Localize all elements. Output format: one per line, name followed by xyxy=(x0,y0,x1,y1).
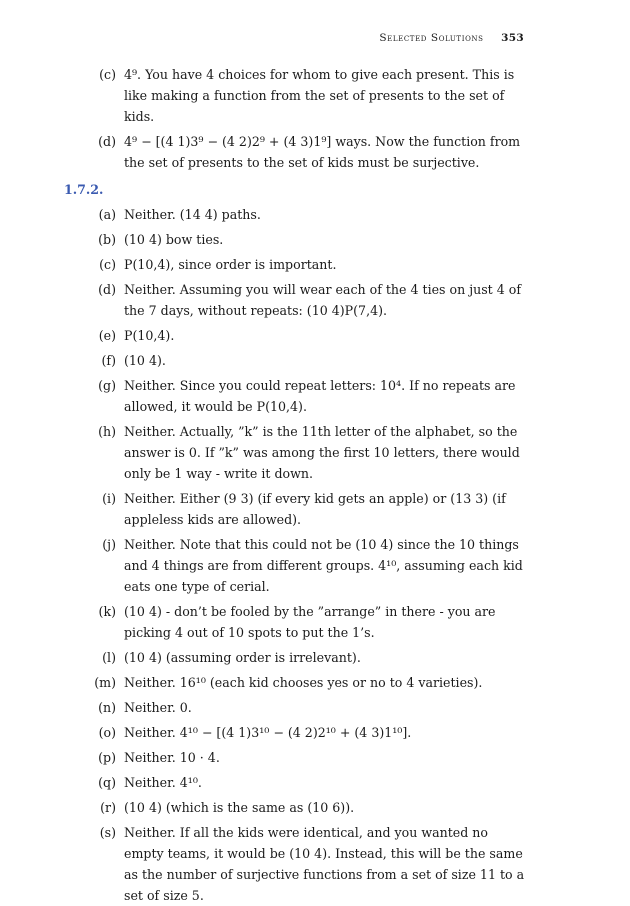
solution-item xyxy=(64,254,526,275)
item-text: P(10,4), since order is important. xyxy=(124,257,337,272)
item-label: (d) xyxy=(98,282,116,297)
item-text: (10 4) bow ties. xyxy=(124,232,224,247)
item-label: (p) xyxy=(98,750,116,765)
item-label: (f) xyxy=(101,353,116,368)
item-label: (n) xyxy=(98,700,116,715)
item-label: (q) xyxy=(98,775,116,790)
solution-item xyxy=(64,601,526,643)
item-label: (d) xyxy=(98,134,116,149)
item-label: (e) xyxy=(98,328,116,343)
item-label: (a) xyxy=(98,207,116,222)
item-text: Neither. (14 4) paths. xyxy=(124,207,261,222)
solution-item xyxy=(64,488,526,530)
item-text: Neither. If all the kids were identical, and you wanted no empty teams, it would be (10 4). Instead, this will be the same as the number of surjective functions from a set of size 11 to a set of size 5. xyxy=(124,825,525,903)
item-text: Neither. Since you could repeat letters: 10⁴. If no repeats are allowed, it would be P(10,4). xyxy=(124,378,516,414)
item-text: Neither. 0. xyxy=(124,700,192,715)
item-label: (h) xyxy=(98,424,116,439)
solution-item xyxy=(64,797,526,818)
item-text: (10 4) (which is the same as (10 6)). xyxy=(124,800,355,815)
solutions-body xyxy=(64,64,526,906)
solution-item xyxy=(64,534,526,597)
item-text: Neither. Note that this could not be (10 4) since the 10 things and 4 things are from different groups. 4¹⁰, assuming each kid eats one type of cerial. xyxy=(124,537,523,594)
solution-item xyxy=(64,204,526,225)
solution-item xyxy=(64,325,526,346)
item-text: 4⁹ − [(4 1)3⁹ − (4 2)2⁹ + (4 3)1⁹] ways. Now the function from the set of presents to the set of kids must be surjective. xyxy=(124,134,521,170)
item-label: (c) xyxy=(99,67,116,82)
item-label: (s) xyxy=(99,825,116,840)
solution-item xyxy=(64,375,526,417)
item-text: Neither. 4¹⁰ − [(4 1)3¹⁰ − (4 2)2¹⁰ + (4 3)1¹⁰]. xyxy=(124,725,412,740)
item-label: (k) xyxy=(98,604,116,619)
solution-item xyxy=(64,772,526,793)
item-label: (l) xyxy=(102,650,116,665)
item-label: (o) xyxy=(98,725,116,740)
item-text: P(10,4). xyxy=(124,328,175,343)
header-title: Selected Solutions xyxy=(379,32,484,44)
item-text: (10 4). xyxy=(124,353,166,368)
solution-item xyxy=(64,64,526,127)
item-text: 4⁹. You have 4 choices for whom to give each present. This is like making a function from the set of presents to the set of kids. xyxy=(124,67,515,124)
solution-item xyxy=(64,229,526,250)
solution-item xyxy=(64,647,526,668)
item-text: Neither. 16¹⁰ (each kid chooses yes or no to 4 varieties). xyxy=(124,675,483,690)
item-label: (j) xyxy=(102,537,116,552)
page-number: 353 xyxy=(501,32,524,44)
item-label: (m) xyxy=(94,675,116,690)
item-label: (i) xyxy=(102,491,116,506)
solution-item xyxy=(64,697,526,718)
item-label: (b) xyxy=(98,232,116,247)
item-text: Neither. Actually, ”k” is the 11th letter of the alphabet, so the answer is 0. If ”k” was among the first 10 letters, there would only be 1 way - write it down. xyxy=(124,424,520,481)
item-text: Neither. 4¹⁰. xyxy=(124,775,202,790)
solution-item xyxy=(64,747,526,768)
solution-item xyxy=(64,131,526,173)
solution-item xyxy=(64,421,526,484)
solution-item xyxy=(64,722,526,743)
item-label: (g) xyxy=(98,378,116,393)
solution-item xyxy=(64,350,526,371)
running-header xyxy=(379,32,524,44)
item-text: (10 4) (assuming order is irrelevant). xyxy=(124,650,361,665)
item-text: (10 4) - don’t be fooled by the ”arrange” in there - you are picking 4 out of 10 spots to put the 1’s. xyxy=(124,604,496,640)
solution-item xyxy=(64,279,526,321)
solution-item xyxy=(64,822,526,906)
solution-item xyxy=(64,672,526,693)
item-text: Neither. Either (9 3) (if every kid gets an apple) or (13 3) (if appleless kids are allowed). xyxy=(124,491,506,527)
item-label: (c) xyxy=(99,257,116,272)
section-heading: 1.7.2. xyxy=(64,182,104,197)
item-text: Neither. 10 · 4. xyxy=(124,750,220,765)
item-label: (r) xyxy=(100,800,116,815)
item-text: Neither. Assuming you will wear each of the 4 ties on just 4 of the 7 days, without repeats: (10 4)P(7,4). xyxy=(124,282,522,318)
